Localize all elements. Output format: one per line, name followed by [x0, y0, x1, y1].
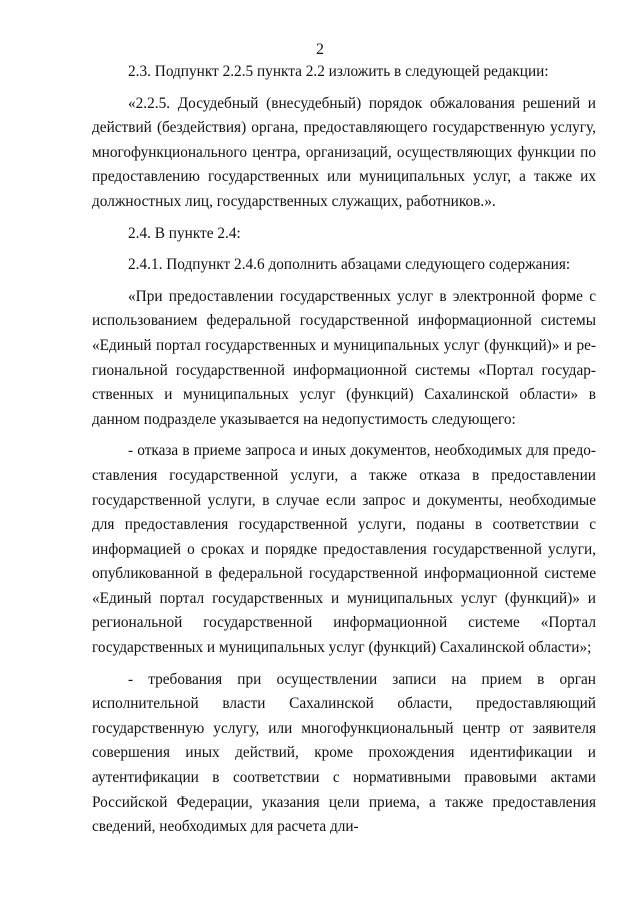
paragraph-2-4: 2.4. В пункте 2.4:: [128, 224, 241, 242]
document-body: [92, 60, 596, 847]
page-number: 2: [316, 41, 324, 58]
paragraph-appointment-item: - требования при осуществлении записи на прием в орган исполнительной власти Сахалинской области, предоставляющий государственную услугу, или многофункциональный центр от заявителя совершения иных действий, кроме прохождения идентификации и аутентификации в соответствии с нормативными правовыми актами Российской Федерации, указания цели приема, а также предоставления сведений, необходимых для расчета дли-: [92, 670, 596, 836]
paragraph-refusal-item: - отказа в приеме запроса и иных документов, необходимых для предоставления государственной услуги, а также отказа в предоставлении государственной услуги, в случае если запрос и документы, необходимые для предоставления государственной услуги, поданы в соответствии с информацией о сроках и порядке предоставления государственной услуги, опубликованной в федеральной государственной информационной системе «Единый портал государственных и муниципальных услуг (функций)» и региональной государственной информационной системе «Портал государственных и муниципальных услуг (функций) Сахалинской области»;: [92, 442, 596, 657]
paragraph-electronic-form: «При предоставлении государственных услуг в электронной форме с использованием федеральной государственной информационной системы «Единый портал государственных и муниципальных услуг (функций)» и региональной государственной информационной системы «Портал государственных и муниципальных услуг (функций) Сахалинской области» в данном подразделе указывается на недопустимость следующего:: [92, 287, 596, 428]
paragraph-2-4-1: 2.4.1. Подпункт 2.4.6 дополнить абзацами следующего содержания:: [128, 256, 571, 274]
paragraph-2-2-5-text: «2.2.5. Досудебный (внесудебный) порядок обжалования решений и действий (бездействия) органа, предоставляющего государственную услугу, многофункционального центра, организаций, осуществляющих функции по предоставлению государственных или муниципальных услуг, а также их должностных лиц, государственных служащих, работников.».: [92, 94, 596, 210]
paragraph-2-3: 2.3. Подпункт 2.2.5 пункта 2.2 изложить в следующей редакции:: [128, 63, 549, 80]
